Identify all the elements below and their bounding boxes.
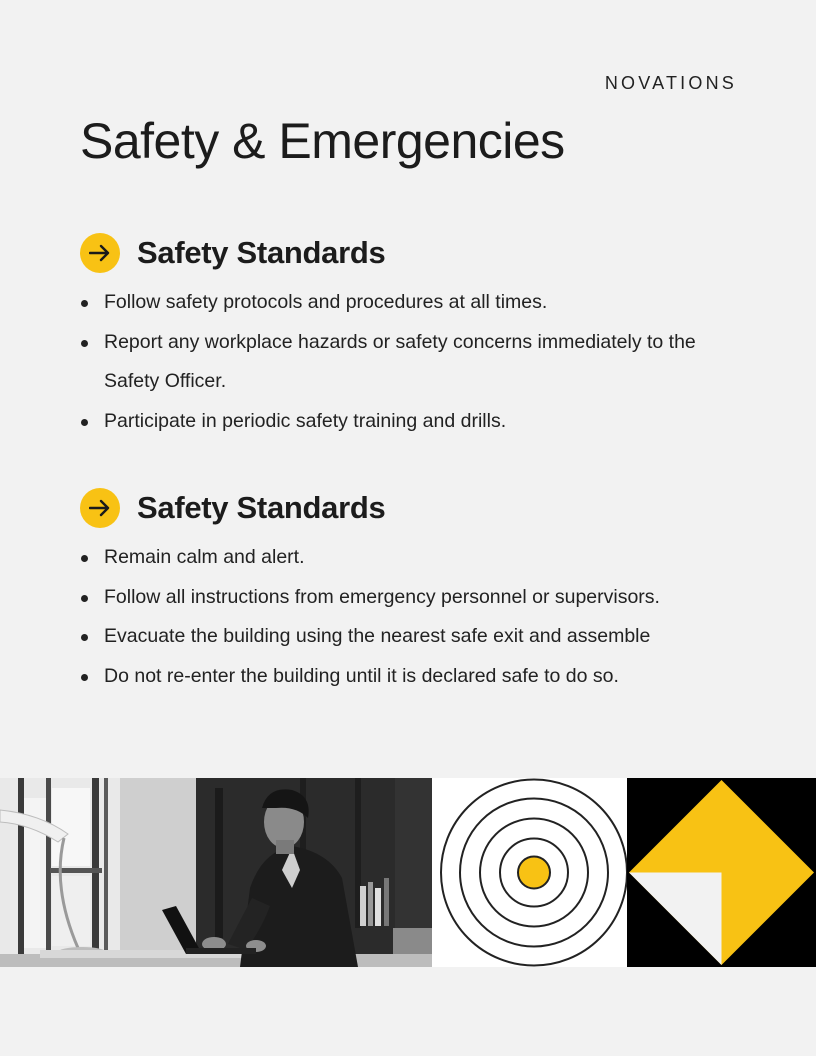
brand-name: NOVATIONS: [604, 73, 737, 93]
concentric-circles-graphic: [432, 778, 627, 967]
list-item: Participate in periodic safety training and drills.: [80, 402, 740, 442]
image-strip: [0, 778, 816, 967]
section-emergency-standards: [80, 487, 740, 696]
page-title: Safety & Emergencies: [80, 113, 565, 169]
list-item: Follow all instructions from emergency personnel or supervisors.: [80, 578, 740, 618]
list-item: Do not re-enter the building until it is declared safe to do so.: [80, 657, 740, 697]
list-item: Remain calm and alert.: [80, 538, 740, 578]
arrow-right-icon: [80, 488, 120, 528]
section-header: [80, 232, 740, 274]
section-header: [80, 487, 740, 529]
man-with-laptop-photo: [0, 778, 432, 967]
list-item: Report any workplace hazards or safety concerns immediately to the Safety Officer.: [80, 323, 740, 402]
section-title: Safety Standards: [137, 235, 386, 270]
yellow-diamond-graphic: [627, 778, 816, 967]
bullet-list: [80, 538, 740, 696]
section-title: Safety Standards: [137, 490, 386, 525]
arrow-right-icon: [80, 233, 120, 273]
list-item: Evacuate the building using the nearest safe exit and assemble: [80, 617, 740, 657]
section-safety-standards: [80, 232, 740, 441]
bullet-list: [80, 283, 740, 441]
list-item: Follow safety protocols and procedures at all times.: [80, 283, 740, 323]
